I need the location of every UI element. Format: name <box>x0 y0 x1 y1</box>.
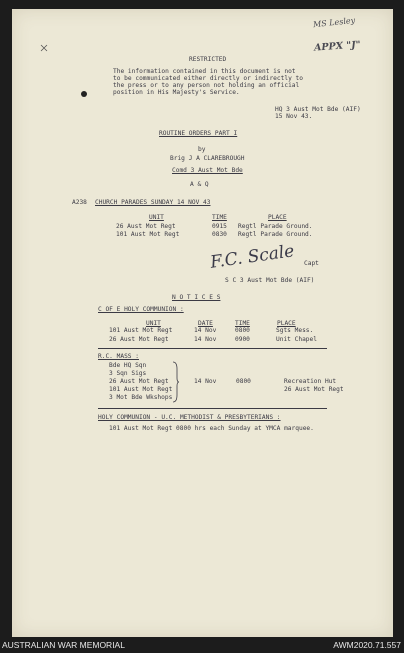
footer-accession: AWM2020.71.557 <box>333 640 401 650</box>
coe-row-1-unit: 101 Aust Mot Regt <box>109 327 173 334</box>
signature-role: S C 3 Aust Mot Bde (AIF) <box>225 277 315 284</box>
coe-row-2-date: 14 Nov <box>194 336 217 343</box>
signature-rank: Capt <box>304 260 319 267</box>
coe-row-1-date: 14 Nov <box>194 327 217 334</box>
command-label: Comd 3 Aust Mot Bde <box>172 167 243 174</box>
coe-col-place: PLACE <box>277 320 296 327</box>
rc-unit-2: 3 Sqn Sigs <box>109 370 147 377</box>
divider <box>98 348 327 349</box>
coe-row-2-place: Unit Chapel <box>276 336 317 343</box>
order-title: CHURCH PARADES SUNDAY 14 NOV 43 <box>95 199 211 206</box>
rc-place-2: 26 Aust Mot Regt <box>284 386 344 393</box>
issuer-date: 15 Nov 43. <box>275 113 313 120</box>
coe-heading: C OF E HOLY COMMUNION : <box>98 306 184 313</box>
order-row-1-time: 0915 <box>212 223 227 230</box>
col-time: TIME <box>212 214 227 221</box>
rc-time: 0800 <box>236 378 251 385</box>
by-label: by <box>198 146 206 153</box>
coe-col-date: DATE <box>198 320 213 327</box>
document-page <box>12 9 393 637</box>
coe-col-unit: UNIT <box>146 320 161 327</box>
rc-unit-5: 3 Mot Bde Wkshops <box>109 394 173 401</box>
coe-row-1-time: 0800 <box>235 327 250 334</box>
rc-unit-1: Bde HQ Sqn <box>109 362 147 369</box>
order-row-1-unit: 26 Aust Mot Regt <box>116 223 176 230</box>
notices-title: N O T I C E S <box>172 294 221 301</box>
handwritten-signature: F.C. Scale <box>209 241 296 273</box>
order-row-1-place: Regtl Parade Ground. <box>238 223 313 230</box>
order-row-2-place: Regtl Parade Ground. <box>238 231 313 238</box>
handwritten-scribble: MS Lesley <box>312 15 356 30</box>
restricted-line-3: the press or to any person not holding an official <box>113 82 300 89</box>
restricted-line-2: to be communicated either directly or indirectly to <box>113 75 303 82</box>
divider <box>98 408 327 409</box>
restricted-title: RESTRICTED <box>189 56 227 63</box>
brigadier-name: Brig J A CLAREBROUGH <box>170 155 245 162</box>
coe-row-2-time: 0900 <box>235 336 250 343</box>
aq-label: A & Q <box>190 181 209 188</box>
restricted-line-4: position in His Majesty's Service. <box>113 89 240 96</box>
order-row-2-unit: 101 Aust Mot Regt <box>116 231 180 238</box>
holy-communion-line: 101 Aust Mot Regt 0800 hrs each Sunday at YMCA marquee. <box>109 425 314 432</box>
punch-hole-icon <box>81 91 87 97</box>
brace-icon <box>172 361 180 407</box>
order-number: A238 <box>72 199 87 206</box>
footer-bar <box>0 637 404 653</box>
coe-col-time: TIME <box>235 320 250 327</box>
coe-row-2-unit: 26 Aust Mot Regt <box>109 336 169 343</box>
order-row-2-time: 0830 <box>212 231 227 238</box>
rc-place-1: Recreation Hut <box>284 378 337 385</box>
col-unit: UNIT <box>149 214 164 221</box>
rc-unit-3: 26 Aust Mot Regt <box>109 378 169 385</box>
pin-mark-icon <box>40 37 46 43</box>
rc-heading: R.C. MASS : <box>98 353 139 360</box>
footer-source: AUSTRALIAN WAR MEMORIAL <box>2 640 125 650</box>
issuer-hq: HQ 3 Aust Mot Bde (AIF) <box>275 106 361 113</box>
col-place: PLACE <box>268 214 287 221</box>
coe-row-1-place: Sgts Mess. <box>276 327 314 334</box>
routine-orders-title: ROUTINE ORDERS PART I <box>159 130 238 137</box>
rc-date: 14 Nov <box>194 378 217 385</box>
rc-unit-4: 101 Aust Mot Regt <box>109 386 173 393</box>
restricted-line-1: The information contained in this document is not <box>113 68 296 75</box>
holy-communion-heading: HOLY COMMUNION - U.C. METHODIST & PRESBYTERIANS : <box>98 414 281 421</box>
appendix-label: APPX "J" <box>313 39 362 54</box>
